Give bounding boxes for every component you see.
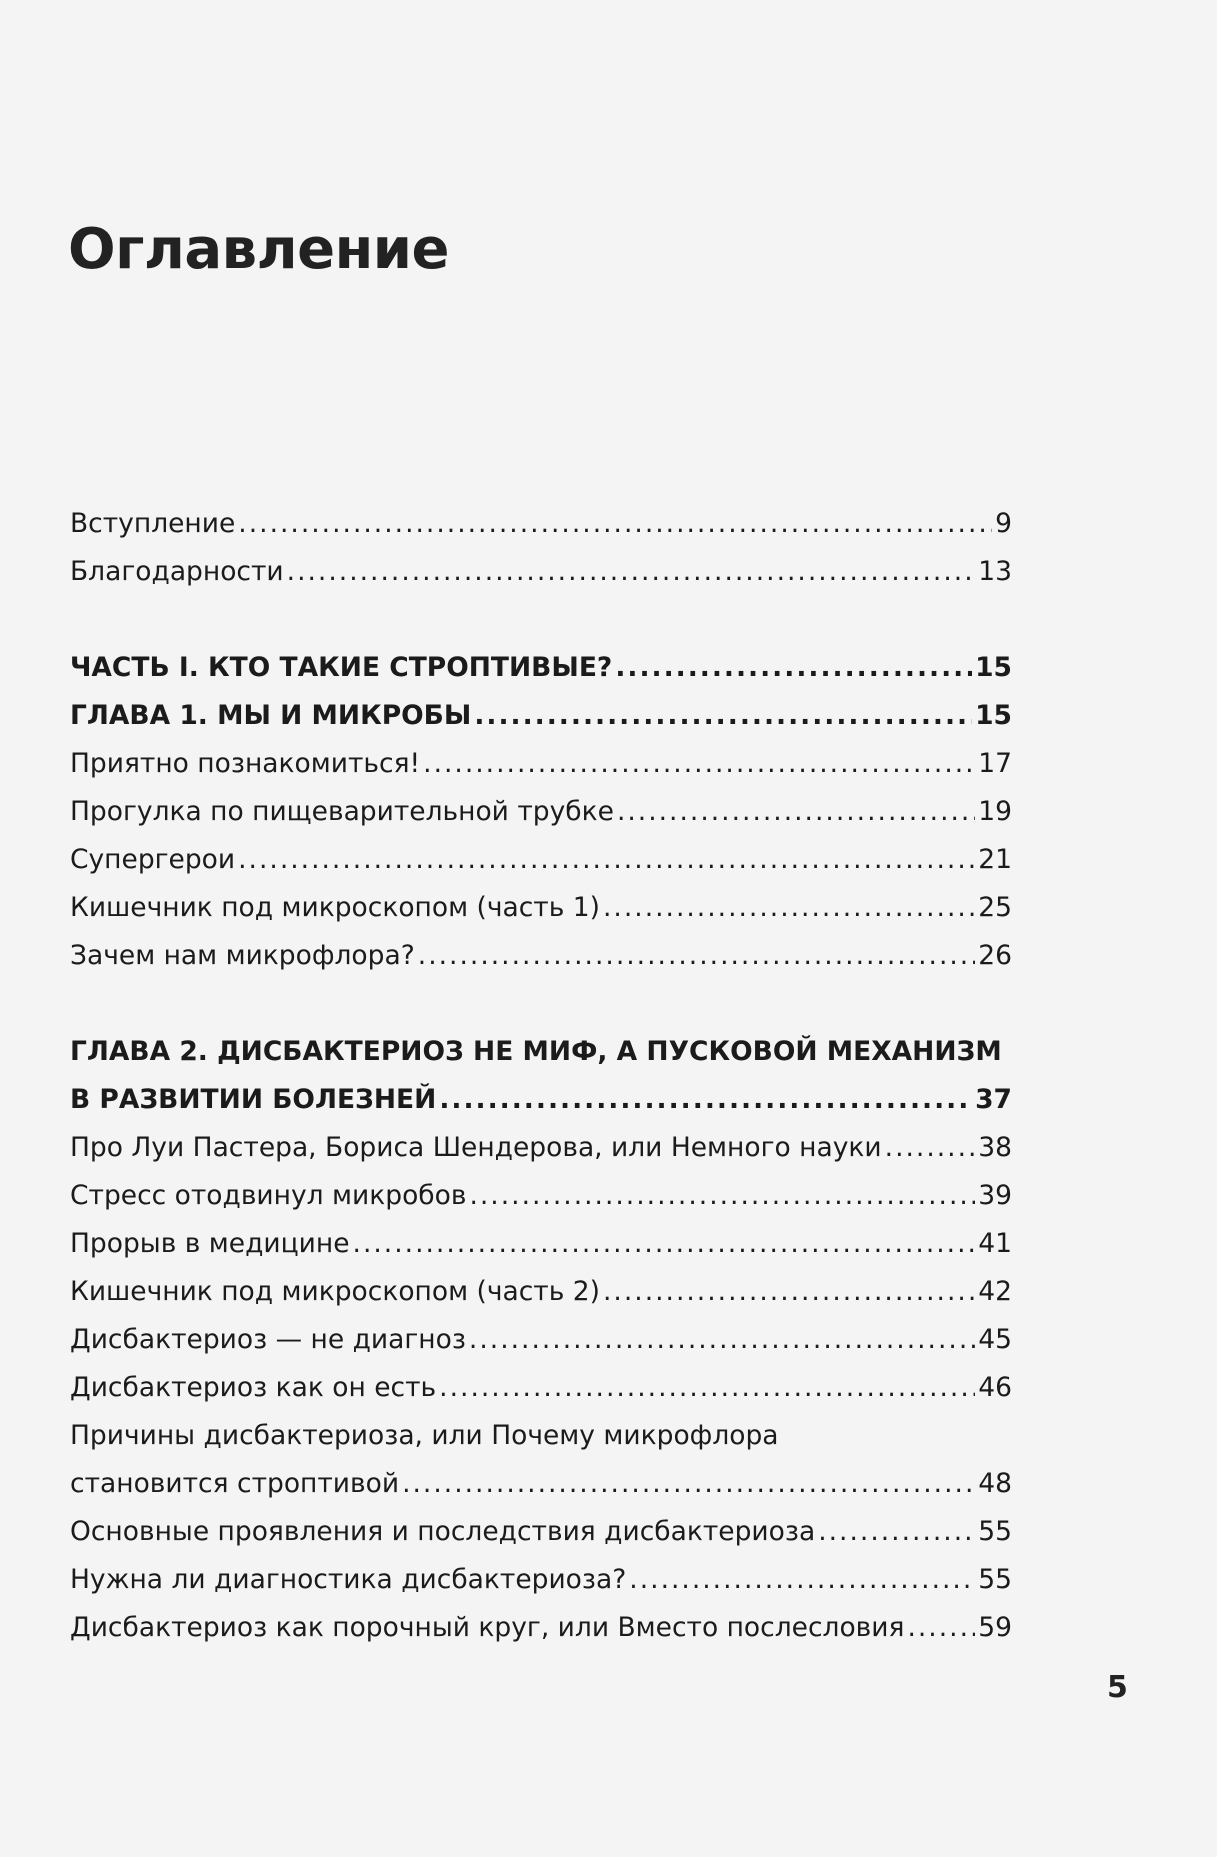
toc-part-heading (70, 644, 1012, 692)
toc-entry-label: Зачем нам микрофлора? (70, 940, 415, 971)
toc-entry (70, 1412, 1012, 1508)
toc-entry-label: Вступление (70, 508, 236, 539)
toc-entry-page: 55 (978, 1516, 1012, 1547)
dot-leader (238, 836, 975, 884)
toc-entry (70, 884, 1012, 932)
toc-entry-label: Приятно познакомиться! (70, 748, 421, 779)
toc-entry-page: 55 (978, 1564, 1012, 1595)
dot-leader (469, 1316, 975, 1364)
toc-entry-label-line2: становится строптивой (70, 1468, 400, 1499)
toc-entry-label: Нужна ли диагностика дисбактериоза? (70, 1564, 627, 1595)
dot-leader (353, 1220, 976, 1268)
toc-entry-label: Кишечник под микроскопом (часть 2) (70, 1276, 600, 1307)
dot-leader (423, 740, 975, 788)
toc-entry-page: 42 (978, 1276, 1012, 1307)
toc-entry-label: Стресс отодвинул микробов (70, 1180, 467, 1211)
toc-entry-label: Супергерои (70, 844, 236, 875)
dot-leader (907, 1604, 975, 1652)
toc-entry-page: 38 (978, 1132, 1012, 1163)
toc-entry (70, 1508, 1012, 1556)
toc-entry-page: 25 (978, 892, 1012, 923)
toc-entry-page: 59 (978, 1612, 1012, 1643)
toc-entry (70, 740, 1012, 788)
toc-entry (70, 932, 1012, 980)
toc-entry-page: 46 (978, 1372, 1012, 1403)
dot-leader (603, 884, 975, 932)
toc-entry-label: Благодарности (70, 556, 284, 587)
toc-entry-label-line1: Причины дисбактериоза, или Почему микрофлора (70, 1420, 779, 1451)
dot-leader (629, 1556, 975, 1604)
toc-entry-label: Кишечник под микроскопом (часть 1) (70, 892, 600, 923)
dot-leader (469, 1172, 975, 1220)
toc-entry (70, 1604, 1012, 1652)
toc-entry (70, 1316, 1012, 1364)
toc-entry (70, 1172, 1012, 1220)
dot-leader (617, 788, 975, 836)
toc-entry (70, 1364, 1012, 1412)
toc-entry-page: 45 (978, 1324, 1012, 1355)
toc-entry-page: 13 (978, 556, 1012, 587)
page-title: Оглавление (68, 217, 450, 282)
toc-entry-label: Про Луи Пастера, Бориса Шендерова, или Немного науки (70, 1132, 882, 1163)
toc-entry-label: Дисбактериоз как он есть (70, 1372, 437, 1403)
dot-leader (439, 1364, 975, 1412)
toc-entry (70, 836, 1012, 884)
toc-entry-page: 37 (975, 1084, 1012, 1115)
dot-leader (885, 1124, 976, 1172)
dot-leader (418, 932, 975, 980)
page-number: 5 (1107, 1670, 1128, 1705)
toc-entry-label: Прорыв в медицине (70, 1228, 350, 1259)
dot-leader (439, 1076, 972, 1124)
toc-entry-page: 39 (978, 1180, 1012, 1211)
toc-entry-page: 48 (978, 1468, 1012, 1499)
toc-entry-page: 19 (978, 796, 1012, 827)
dot-leader (474, 692, 972, 740)
toc-entry-label: Дисбактериоз как порочный круг, или Вместо послесловия (70, 1612, 905, 1643)
dot-leader (287, 548, 976, 596)
toc-entry-page: 26 (978, 940, 1012, 971)
dot-leader (818, 1508, 975, 1556)
toc-entry (70, 1556, 1012, 1604)
dot-leader (603, 1268, 975, 1316)
toc-entry-label: Прогулка по пищеварительной трубке (70, 796, 614, 827)
toc-entry-label-line2: В РАЗВИТИИ БОЛЕЗНЕЙ (70, 1084, 437, 1115)
toc-entry-page: 17 (978, 748, 1012, 779)
toc-entry-page: 15 (975, 700, 1012, 731)
toc-entry (70, 1220, 1012, 1268)
table-of-contents (70, 500, 1012, 1652)
toc-entry (70, 788, 1012, 836)
dot-leader (615, 644, 972, 692)
toc-entry-label: ЧАСТЬ I. КТО ТАКИЕ СТРОПТИВЫЕ? (70, 652, 613, 683)
toc-entry (70, 1268, 1012, 1316)
toc-entry (70, 1124, 1012, 1172)
toc-entry-label: Основные проявления и последствия дисбактериоза (70, 1516, 816, 1547)
toc-entry-label: ГЛАВА 1. МЫ И МИКРОБЫ (70, 700, 472, 731)
toc-entry-page: 21 (978, 844, 1012, 875)
toc-entry-page: 9 (995, 508, 1012, 539)
toc-entry-page: 15 (975, 652, 1012, 683)
toc-entry-label-line1: ГЛАВА 2. ДИСБАКТЕРИОЗ НЕ МИФ, А ПУСКОВОЙ МЕХАНИЗМ (70, 1036, 1002, 1067)
toc-entry-page: 41 (978, 1228, 1012, 1259)
dot-leader (238, 500, 992, 548)
toc-entry (70, 548, 1012, 596)
toc-chapter-heading (70, 1028, 1012, 1124)
toc-entry (70, 500, 1012, 548)
dot-leader (402, 1460, 975, 1508)
toc-chapter-heading (70, 692, 1012, 740)
toc-entry-label: Дисбактериоз — не диагноз (70, 1324, 466, 1355)
